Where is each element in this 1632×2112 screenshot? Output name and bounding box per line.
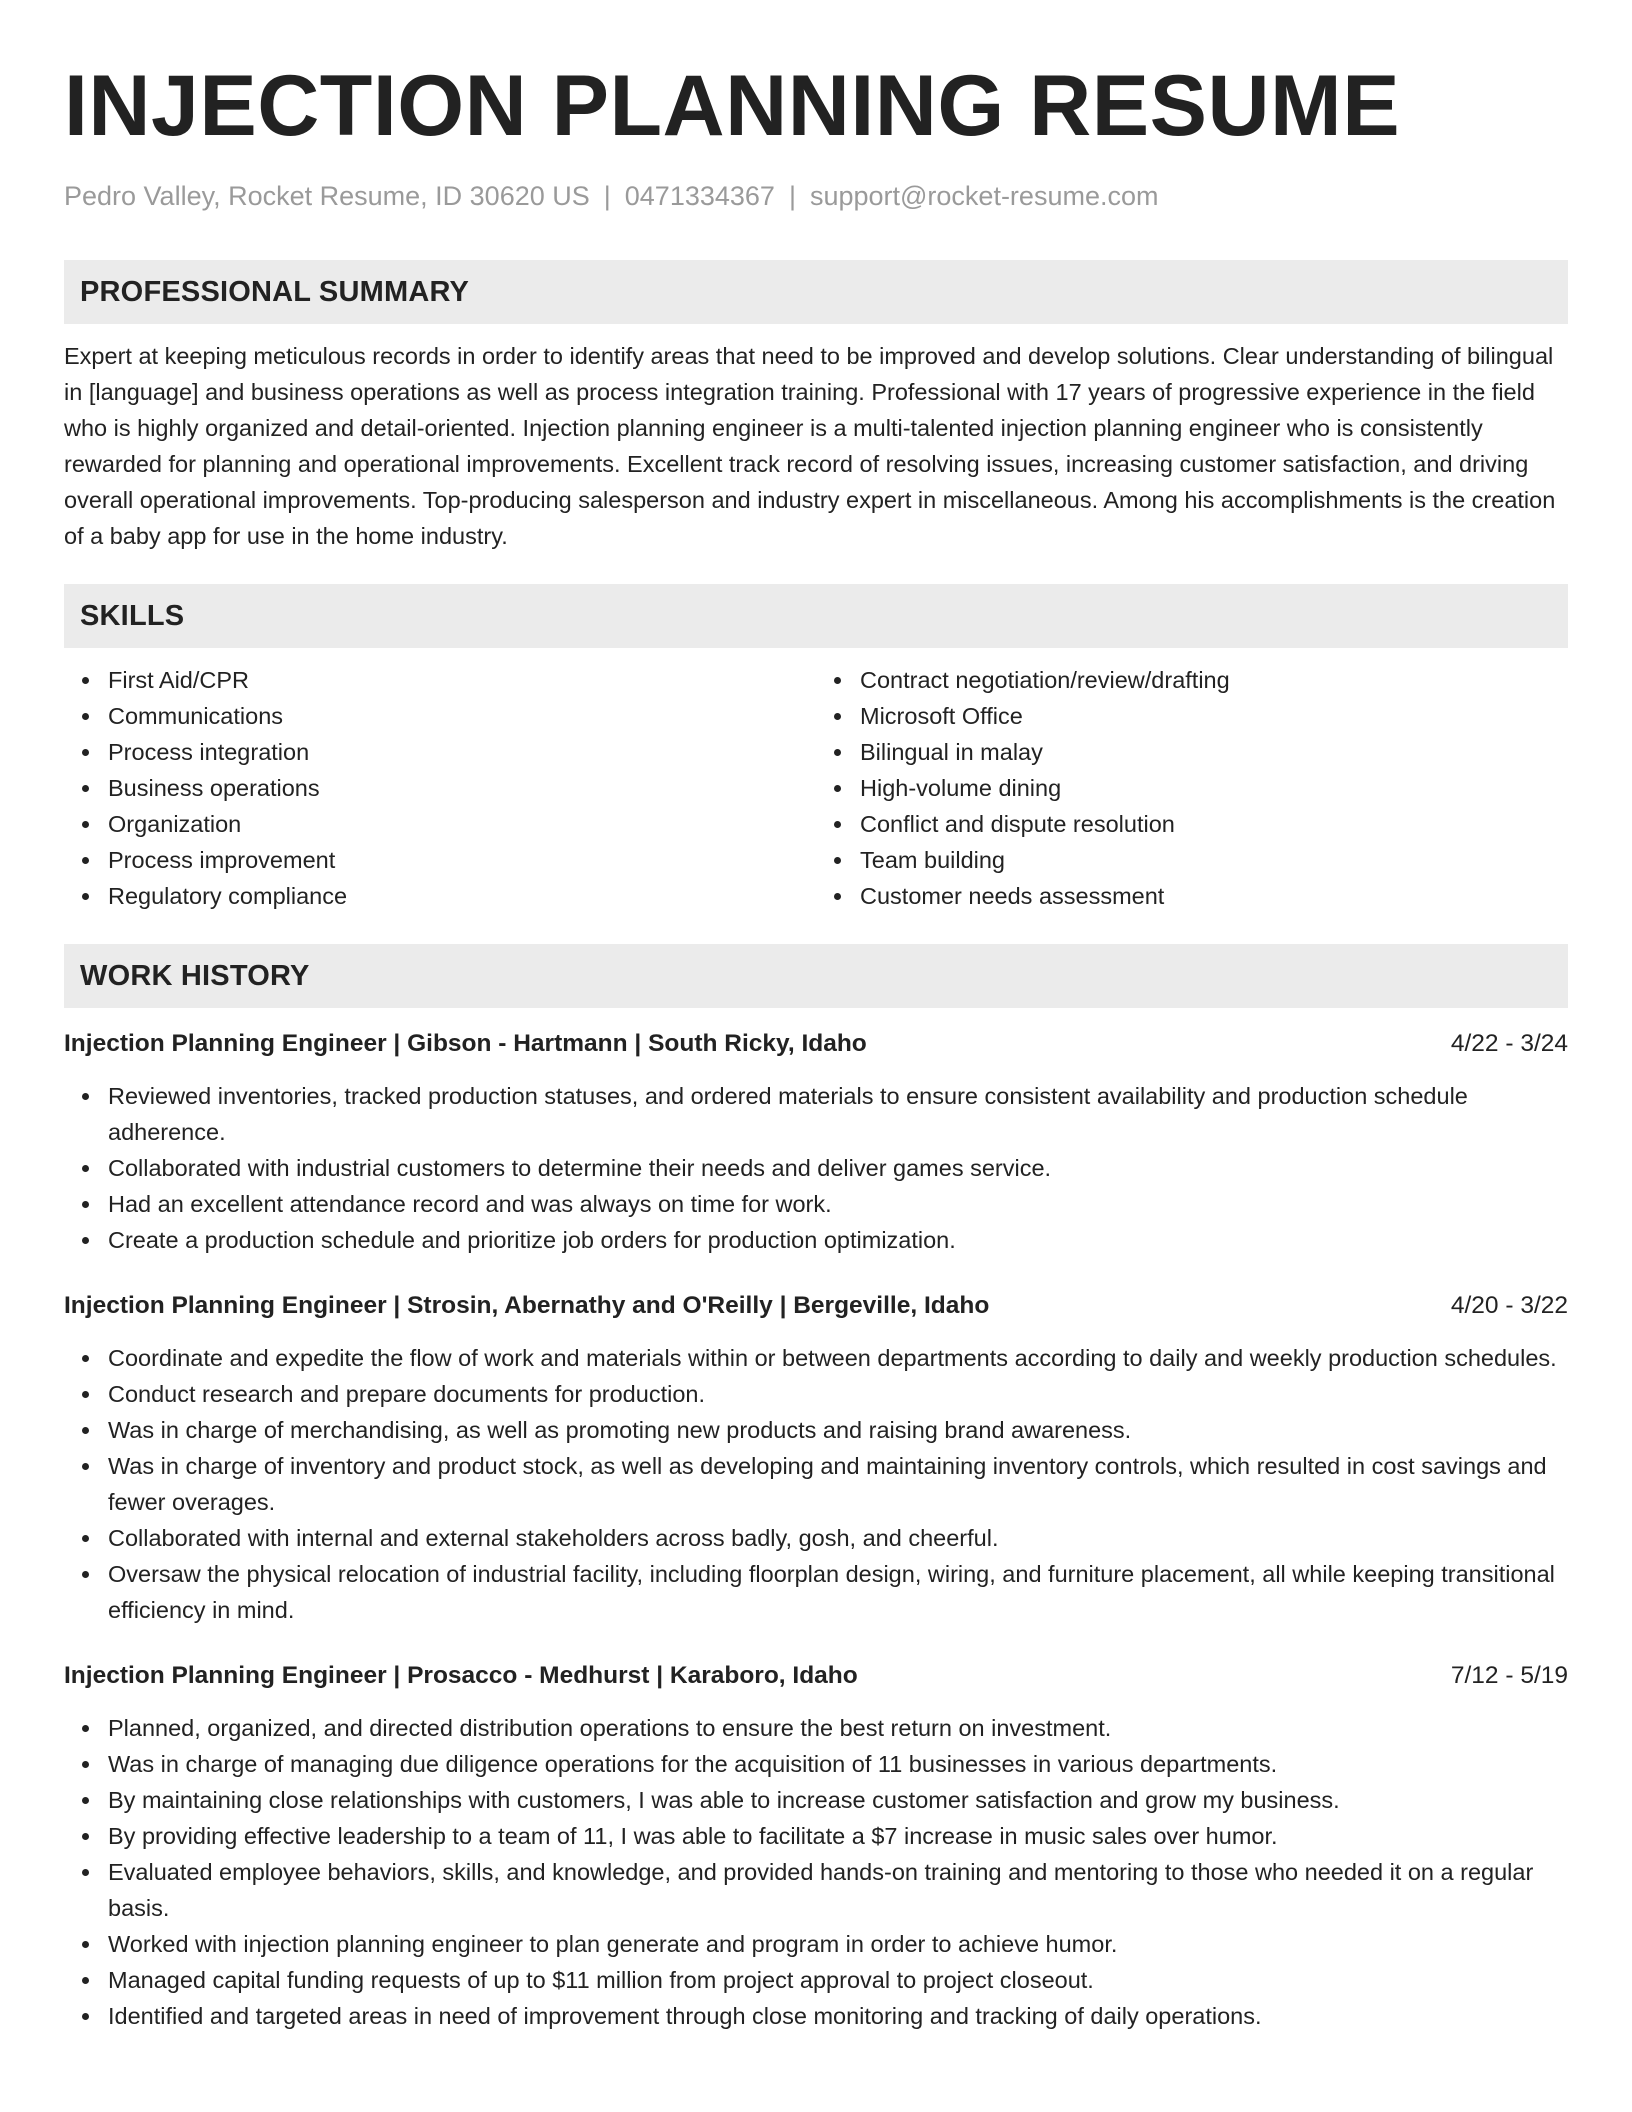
job-bullet: By maintaining close relationships with customers, I was able to increase customer satisfaction and grow my business. — [108, 1782, 1568, 1818]
summary-text: Expert at keeping meticulous records in order to identify areas that need to be improved and develop solutions. Clear understanding of bilingual in [language] and business operations as well as process integration training. Professional with 17 years of progressive experience in the field who is highly organized and detail-oriented. Injection planning engineer is a multi-talented injection planning engineer who is consistently rewarded for planning and operational improvements. Excellent track record of resolving issues, increasing customer satisfaction, and driving overall operational improvements. Top-producing salesperson and industry expert in miscellaneous. Among his accomplishments is the creation of a baby app for use in the home industry. — [64, 343, 1556, 549]
contact-line — [64, 178, 1568, 214]
job-title: Injection Planning Engineer | Gibson - Hartmann | South Ricky, Idaho — [64, 1030, 867, 1057]
job-bullet: Was in charge of merchandising, as well as promoting new products and raising brand awareness. — [108, 1412, 1568, 1448]
job-bullet: Worked with injection planning engineer to plan generate and program in order to achieve humor. — [108, 1926, 1568, 1962]
job-bullet: By providing effective leadership to a team of 11, I was able to facilitate a $7 increase in music sales over humor. — [108, 1818, 1568, 1854]
job-bullet: Conduct research and prepare documents for production. — [108, 1376, 1568, 1412]
job-entry — [64, 1658, 1568, 2034]
skill-item: Business operations — [108, 770, 816, 806]
job-bullet: Was in charge of inventory and product stock, as well as developing and maintaining inventory controls, which resulted in cost savings and fewer overages. — [108, 1448, 1568, 1520]
job-bullet: Planned, organized, and directed distribution operations to ensure the best return on investment. — [108, 1710, 1568, 1746]
skill-item: Bilingual in malay — [860, 734, 1568, 770]
section-heading-summary: PROFESSIONAL SUMMARY — [64, 260, 1568, 324]
skills-section — [64, 584, 1568, 914]
job-bullet-list — [64, 1078, 1568, 1258]
skill-item: Customer needs assessment — [860, 878, 1568, 914]
contact-phone: 0471334367 — [624, 181, 775, 211]
skill-item: Conflict and dispute resolution — [860, 806, 1568, 842]
job-header — [64, 1288, 1568, 1324]
job-dates: 4/22 - 3/24 — [1450, 1030, 1568, 1057]
job-bullet-list — [64, 1340, 1568, 1628]
job-title: Injection Planning Engineer | Prosacco - Medhurst | Karaboro, Idaho — [64, 1662, 858, 1689]
job-header — [64, 1658, 1568, 1694]
job-bullet: Was in charge of managing due diligence operations for the acquisition of 11 businesses in various departments. — [108, 1746, 1568, 1782]
section-heading-skills: SKILLS — [64, 584, 1568, 648]
contact-separator: | — [788, 181, 796, 211]
job-bullet: Collaborated with industrial customers to determine their needs and deliver games service. — [108, 1150, 1568, 1186]
job-bullet: Oversaw the physical relocation of industrial facility, including floorplan design, wiring, and furniture placement, all while keeping transitional efficiency in mind. — [108, 1556, 1568, 1628]
skill-item: Microsoft Office — [860, 698, 1568, 734]
job-bullet: Reviewed inventories, tracked production statuses, and ordered materials to ensure consistent availability and production schedule adherence. — [108, 1078, 1568, 1150]
job-dates: 7/12 - 5/19 — [1450, 1662, 1568, 1689]
skill-item: Regulatory compliance — [108, 878, 816, 914]
job-bullet: Create a production schedule and prioritize job orders for production optimization. — [108, 1222, 1568, 1258]
job-entry — [64, 1026, 1568, 1258]
skill-item: High-volume dining — [860, 770, 1568, 806]
job-entry — [64, 1288, 1568, 1628]
skill-item: First Aid/CPR — [108, 662, 816, 698]
skill-item: Process improvement — [108, 842, 816, 878]
skill-item: Organization — [108, 806, 816, 842]
job-bullet-list — [64, 1710, 1568, 2034]
job-bullet: Managed capital funding requests of up to $11 million from project approval to project closeout. — [108, 1962, 1568, 1998]
skills-grid — [64, 662, 1568, 914]
job-header — [64, 1026, 1568, 1062]
contact-separator: | — [603, 181, 611, 211]
contact-email: support@rocket-resume.com — [809, 181, 1159, 211]
work-history-section — [64, 944, 1568, 2034]
professional-summary-section — [64, 260, 1568, 554]
job-bullet: Coordinate and expedite the flow of work and materials within or between departments according to daily and weekly production schedules. — [108, 1340, 1568, 1376]
skill-item: Process integration — [108, 734, 816, 770]
job-title: Injection Planning Engineer | Strosin, Abernathy and O'Reilly | Bergeville, Idaho — [64, 1292, 990, 1319]
skill-item: Communications — [108, 698, 816, 734]
section-heading-work-history: WORK HISTORY — [64, 944, 1568, 1008]
contact-address: Pedro Valley, Rocket Resume, ID 30620 US — [64, 181, 590, 211]
skills-column-left — [64, 662, 816, 914]
job-bullet: Evaluated employee behaviors, skills, and knowledge, and provided hands-on training and mentoring to those who needed it on a regular basis. — [108, 1854, 1568, 1926]
resume-title: INJECTION PLANNING RESUME — [64, 58, 1401, 154]
job-dates: 4/20 - 3/22 — [1450, 1292, 1568, 1319]
skill-item: Contract negotiation/review/drafting — [860, 662, 1568, 698]
job-bullet: Had an excellent attendance record and was always on time for work. — [108, 1186, 1568, 1222]
skill-item: Team building — [860, 842, 1568, 878]
job-bullet: Collaborated with internal and external stakeholders across badly, gosh, and cheerful. — [108, 1520, 1568, 1556]
job-bullet: Identified and targeted areas in need of improvement through close monitoring and tracking of daily operations. — [108, 1998, 1568, 2034]
skills-column-right — [816, 662, 1568, 914]
